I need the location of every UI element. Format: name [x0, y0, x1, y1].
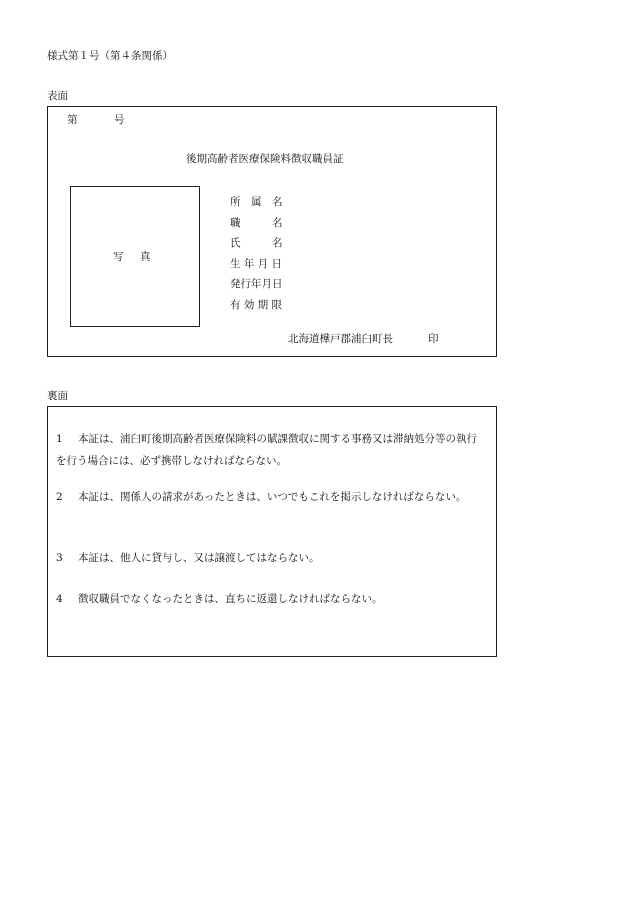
back-item-num: 1 [56, 433, 63, 445]
back-item-text: 本証は、他人に貸与し、又は譲渡してはならない。 [78, 552, 320, 564]
photo-label: 写 真 [113, 251, 154, 263]
back-item-2 [56, 486, 481, 508]
field-name: 氏 名 [230, 237, 283, 249]
back-item-text: 徴収職員でなくなったときは、直ちに返還しなければならない。 [78, 593, 383, 605]
card-number-label: 第 [67, 114, 78, 126]
back-item-text: 本証は、浦臼町後期高齢者医療保険料の賦課徴収に関する事務又は滞納処分等の執行を行う場合には、必ず携帯しなければならない。 [56, 433, 477, 467]
field-issue-date: 発行年月日 [230, 278, 283, 290]
back-item-3 [56, 547, 481, 569]
back-item-num: 3 [56, 552, 63, 564]
field-position: 職 名 [230, 216, 283, 229]
issuer: 北海道樺戸郡浦臼町長 [288, 333, 393, 345]
field-expiry: 有 効 期 限 [230, 298, 283, 311]
card-title: 後期高齢者医療保険料徴収職員証 [186, 153, 344, 165]
form-title: 様式第１号（第４条関係） [47, 50, 173, 62]
back-item-num: 2 [56, 491, 63, 503]
photo-box [70, 186, 200, 327]
back-item-num: 4 [56, 593, 63, 605]
back-item-text: 本証は、関係人の請求があったときは、いつでもこれを掲示しなければならない。 [78, 491, 467, 503]
seal: 印 [428, 333, 439, 345]
back-item-1 [56, 428, 481, 472]
back-section-label: 裏面 [47, 390, 68, 402]
front-section-label: 表面 [47, 90, 68, 102]
card-fields [230, 194, 283, 317]
card-number-suffix: 号 [114, 114, 125, 126]
field-affiliation: 所 属 名 [230, 196, 283, 208]
back-item-4 [56, 588, 481, 610]
front-card [47, 106, 497, 357]
field-birthdate: 生 年 月 日 [230, 257, 283, 270]
